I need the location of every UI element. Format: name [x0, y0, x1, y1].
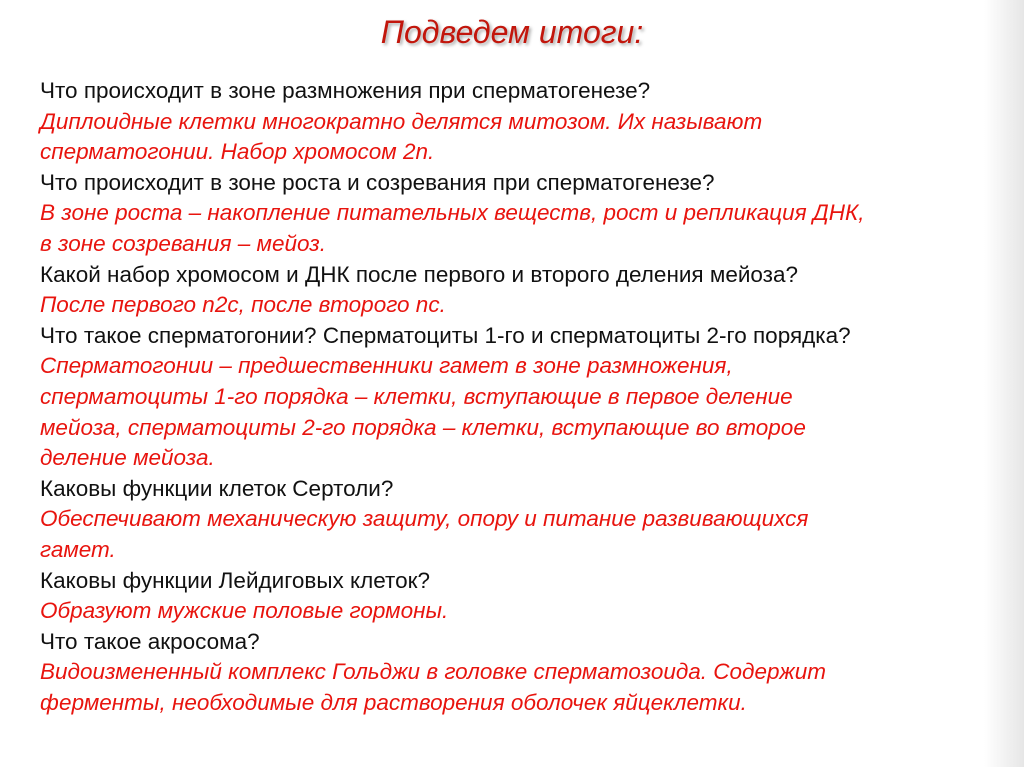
- answer-line: сперматогонии. Набор хромосом 2n.: [40, 139, 435, 165]
- question-line: Что такое сперматогонии? Сперматоциты 1-го и сперматоциты 2-го порядка?: [40, 322, 851, 348]
- question-line: Какой набор хромосом и ДНК после первого и второго деления мейоза?: [40, 261, 799, 287]
- answer-line: Видоизмененный комплекс Гольджи в головке сперматозоида. Содержит: [40, 659, 827, 685]
- answer-line: гамет.: [40, 536, 116, 562]
- question-line: Каковы функции клеток Сертоли?: [40, 475, 394, 501]
- answer-line: в зоне созревания – мейоз.: [40, 230, 326, 256]
- answer-line: После первого n2c, после второго nc.: [40, 292, 446, 318]
- question-line: Каковы функции Лейдиговых клеток?: [40, 567, 430, 593]
- answer-line: Обеспечивают механическую защиту, опору и питание развивающихся: [40, 506, 809, 532]
- question-line: Что такое акросома?: [40, 628, 260, 654]
- answer-line: Образуют мужские половые гормоны.: [40, 598, 449, 624]
- question-line: Что происходит в зоне роста и созревания при сперматогенезе?: [40, 169, 715, 195]
- answer-line: сперматоциты 1-го порядка – клетки, вступающие в первое деление: [40, 383, 793, 409]
- answer-line: ферменты, необходимые для растворения оболочек яйцеклетки.: [40, 689, 747, 715]
- question-line: Что происходит в зоне размножения при сперматогенезе?: [40, 78, 651, 103]
- answer-line: деление мейоза.: [40, 445, 215, 471]
- answer-line: В зоне роста – накопление питательных веществ, рост и репликация ДНК,: [40, 200, 865, 226]
- answer-line: Диплоидные клетки многократно делятся митозом. Их называют: [40, 108, 763, 134]
- qa-list: [40, 76, 990, 718]
- answer-line: Сперматогонии – предшественники гамет в зоне размножения,: [40, 353, 733, 379]
- slide-edge-shadow: [984, 0, 1024, 767]
- answer-line: мейоза, сперматоциты 2-го порядка – клетки, вступающие во второе: [40, 414, 806, 440]
- slide-title: Подведем итоги:: [380, 14, 644, 50]
